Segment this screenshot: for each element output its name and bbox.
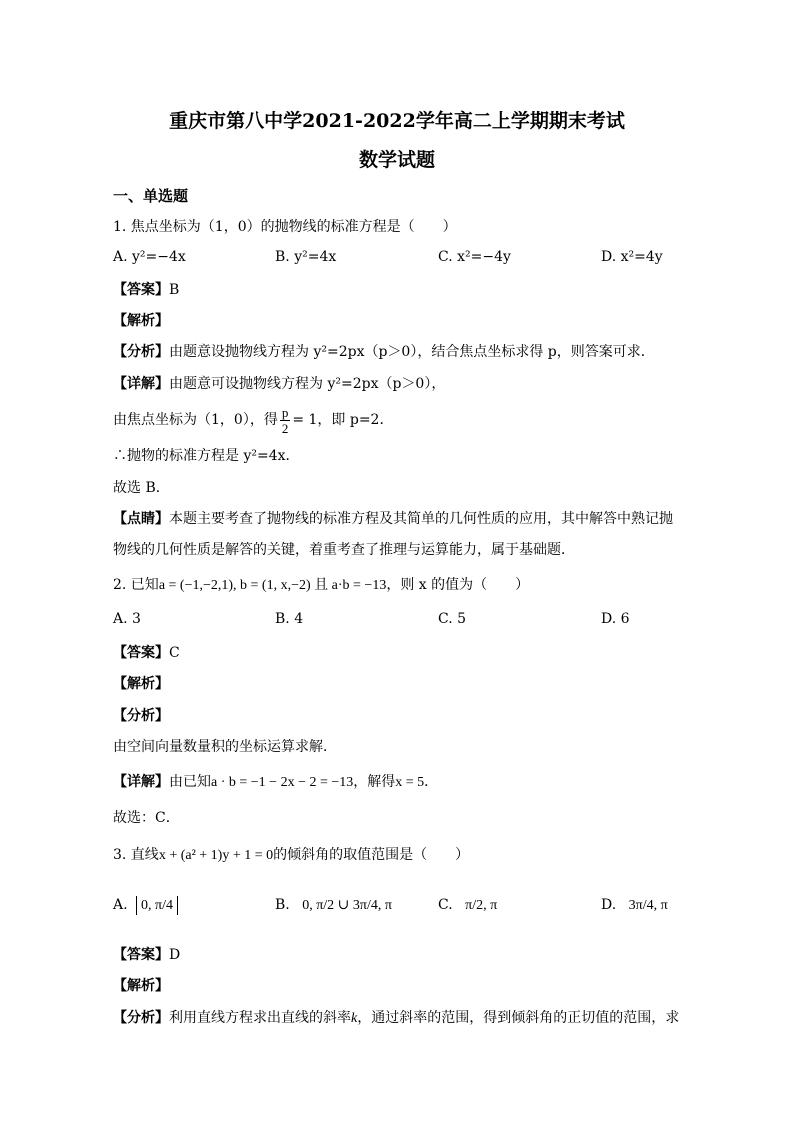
xiangjie-pre: 由已知 <box>169 774 211 790</box>
q2-option-b: B. 4 <box>275 611 304 627</box>
q3-stem-post: 的倾斜角的取值范围是（ ） <box>273 847 470 863</box>
q1-jiexi-heading: 【解析】 <box>113 313 169 329</box>
option-letter: B. <box>275 897 290 913</box>
fenxi-tag: 【分析】 <box>113 344 169 360</box>
xiangjie-tag: 【详解】 <box>113 376 169 392</box>
q2-xiangjie <box>113 772 438 793</box>
option-interval: π/2, π <box>465 898 498 913</box>
xiangjie-text: 由题意可设抛物线方程为 y²=2px（p＞0）， <box>169 376 446 392</box>
answer-value: D <box>169 947 181 963</box>
step2-text-b: = 1，即 p=2． <box>292 412 394 428</box>
q3-fenxi <box>113 1008 679 1029</box>
document-title: 重庆市第八中学2021-2022学年高二上学期期末考试 <box>169 110 625 132</box>
q1-answer <box>113 280 179 300</box>
q2-stem <box>113 575 529 596</box>
fraction-denominator: 2 <box>281 420 289 436</box>
q1-option-c: C. x²=−4y <box>438 249 511 265</box>
fenxi-tag: 【分析】 <box>113 1010 169 1026</box>
q3-stem-pre: 3. 直线 <box>113 847 159 863</box>
xiangjie-result: x = 5 <box>395 775 425 790</box>
fraction-p-over-2 <box>280 405 291 436</box>
answer-tag: 【答案】 <box>113 947 169 963</box>
xiangjie-mid: ，解得 <box>353 774 396 790</box>
q2-option-d: D. 6 <box>601 611 630 627</box>
q3-option-a <box>113 897 178 914</box>
q2-option-a: A. 3 <box>113 611 141 627</box>
option-interval: 3π/4, π <box>628 898 668 913</box>
q3-jiexi-heading: 【解析】 <box>113 978 169 994</box>
q3-answer <box>113 945 180 965</box>
q2-conclusion: 故选：C． <box>113 810 180 826</box>
q1-fenxi <box>113 342 655 362</box>
q1-option-d: D. x²=4y <box>601 249 663 265</box>
option-letter: D. <box>601 897 617 913</box>
q1-step3: ∴抛物的标准方程是 y²=4x． <box>113 448 300 464</box>
q1-stem: 1. 焦点坐标为（1，0）的抛物线的标准方程是（ ） <box>113 219 457 235</box>
q2-fenxi-heading: 【分析】 <box>113 708 169 724</box>
answer-value: C <box>169 645 180 661</box>
xiangjie-math: a · b = −1 − 2x − 2 = −13 <box>211 775 354 790</box>
q3-option-d <box>601 897 672 914</box>
option-letter: C. <box>438 897 453 913</box>
dianjing-text-1: 本题主要考查了抛物线的标准方程及其简单的几何性质的应用，其中解答中熟记抛 <box>169 511 673 527</box>
option-interval: 0, π/4 <box>136 896 178 915</box>
step2-text-a: 由焦点坐标为（1，0），得 <box>113 412 278 428</box>
q1-dianjing-line2: 物线的几何性质是解答的关键，着重考查了推理与运算能力，属于基础题． <box>113 542 575 558</box>
dianjing-tag: 【点睛】 <box>113 511 169 527</box>
q3-stem-math: x + (a² + 1)y + 1 = 0 <box>158 848 274 863</box>
q1-option-b: B. y²=4x <box>275 249 337 265</box>
section-heading: 一、单选题 <box>113 187 189 205</box>
q1-option-a: A. y²=−4x <box>113 249 186 265</box>
q2-stem-pre: 2. 已知 <box>113 577 159 593</box>
q3-option-c <box>438 897 501 914</box>
fenxi-k: k <box>351 1011 358 1026</box>
xiangjie-tag: 【详解】 <box>113 774 169 790</box>
q3-stem <box>113 845 469 866</box>
fraction-numerator: p <box>281 404 289 420</box>
q1-xiangjie <box>113 374 445 394</box>
q2-jiexi-heading: 【解析】 <box>113 676 169 692</box>
fenxi-pre: 利用直线方程求出直线的斜率 <box>169 1010 351 1026</box>
q1-dianjing-line1 <box>113 509 673 529</box>
answer-value: B <box>169 282 180 298</box>
q2-option-c: C. 5 <box>438 611 467 627</box>
answer-tag: 【答案】 <box>113 282 169 298</box>
fenxi-text: 由题意设抛物线方程为 y²=2px（p＞0），结合焦点坐标求得 p，则答案可求． <box>169 344 655 360</box>
q2-fenxi-text: 由空间向量数量积的坐标运算求解． <box>113 739 337 755</box>
q2-stem-post: ，则 x 的值为（ ） <box>386 577 530 593</box>
xiangjie-end: ． <box>424 774 439 790</box>
fenxi-post: ，通过斜率的范围，得到倾斜角的正切值的范围，求 <box>357 1010 680 1026</box>
q1-step2 <box>113 404 393 436</box>
q2-stem-math: a = (−1,−2,1), b = (1, x,−2) 且 a·b = −13 <box>158 578 387 593</box>
document-subtitle: 数学试题 <box>358 149 435 171</box>
q3-option-b <box>275 897 396 914</box>
q1-conclusion: 故选 B． <box>113 480 170 496</box>
answer-tag: 【答案】 <box>113 645 169 661</box>
option-letter: A. <box>113 897 128 913</box>
option-interval: 0, π/2 ∪ 3π/4, π <box>302 898 392 913</box>
q2-answer <box>113 643 180 663</box>
